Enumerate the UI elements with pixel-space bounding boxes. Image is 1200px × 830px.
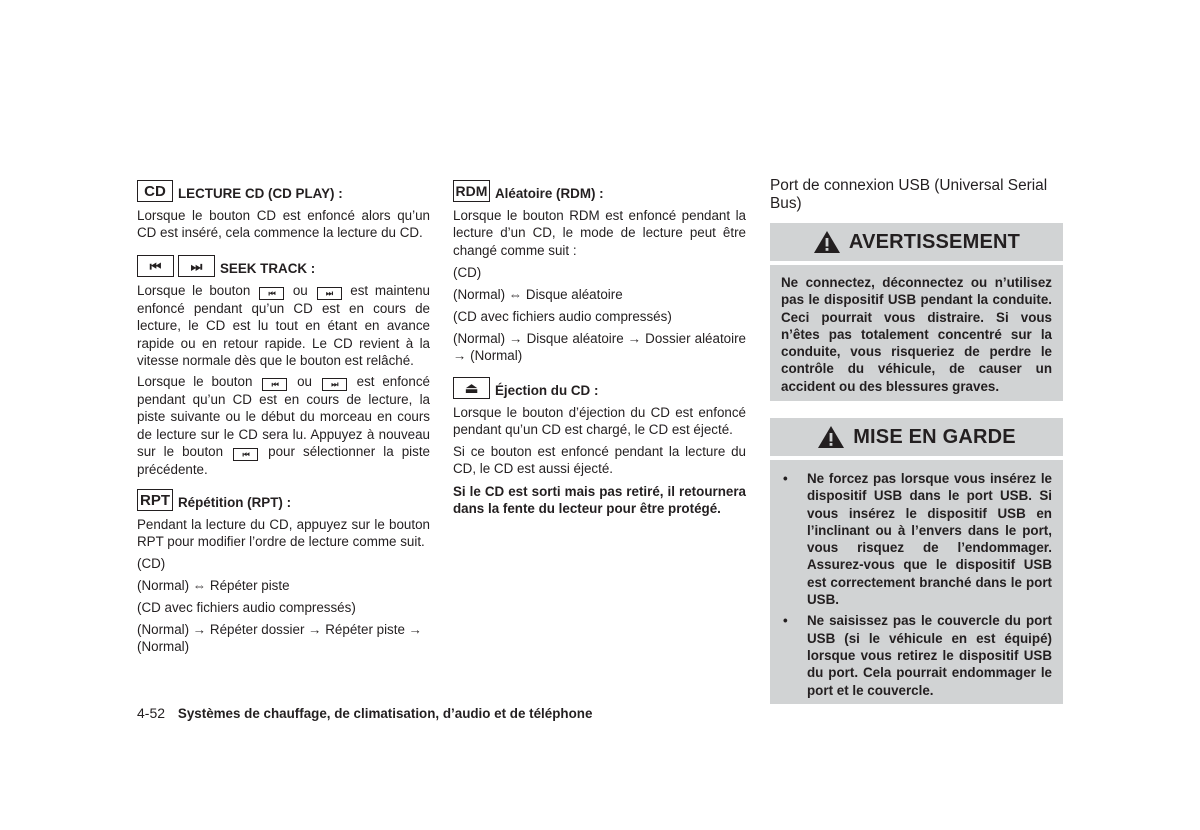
caution-header [770, 418, 1063, 456]
seek-track-title: SEEK TRACK : [220, 261, 316, 276]
repeat-text-2: (CD) [137, 556, 166, 571]
warning-text: Ne connectez, déconnectez ou n’utilisez pas le dispositif USB pendant la conduite. Ceci pourrait vous distraire. Si vous n’êtes pas totalement concentré sur la conduite, vous risqueriez de perdre le contrôle du véhicule, de causer un accident ou des blessures graves. [781, 275, 1052, 394]
random-title: Aléatoire (RDM) : [495, 186, 604, 201]
random-text-2: (CD) [453, 265, 482, 280]
next-track-icon: ⏭ [317, 287, 342, 300]
page-number: 4-52 [137, 705, 166, 721]
eject-icon: ⏏ [453, 377, 490, 399]
caution-bullet-1: Ne forcez pas lorsque vous insérez le dispositif USB dans le port USB. Si vous insérez le dispositif USB en l’inclinant ou à l’envers dans le port, vous risquez de l’endommager. Assurez-vous que le dispositif USB est correctement branché dans le port USB. [807, 471, 1052, 608]
seek-track-text-1: Lorsque le bouton ⏮ ou ⏭ est maintenu enfoncé pendant qu’un CD est en cours de lecture, le CD est lu tout en étant en avance rapide ou en retour rapide. Le CD revient à la vitesse normale dès que le bouton est relâché. [137, 283, 430, 369]
next-track-icon: ⏭ [322, 378, 347, 391]
prev-track-icon: ⏮ [137, 255, 174, 277]
warning-body [770, 265, 1063, 401]
list-item [781, 470, 1052, 608]
eject-title: Éjection du CD : [495, 383, 599, 398]
repeat-text-4: (CD avec fichiers audio compressés) [137, 600, 356, 615]
random-heading [453, 180, 746, 202]
rdm-key-label: RDM [453, 180, 490, 202]
cd-key-label: CD [137, 180, 173, 202]
repeat-text-5: (Normal) → Répéter dossier → Répéter piste → (Normal) [137, 622, 423, 655]
random-text-1: Lorsque le bouton RDM est enfoncé pendant la lecture d’un CD, le mode de lecture peut être changé comme suit : [453, 208, 746, 258]
eject-heading [453, 377, 746, 399]
cd-play-text: Lorsque le bouton CD est enfoncé alors qu’un CD est inséré, cela commence la lecture du CD. [137, 208, 430, 241]
repeat-text-1: Pendant la lecture du CD, appuyez sur le bouton RPT pour modifier l’ordre de lecture comme suit. [137, 517, 430, 550]
page-footer [137, 704, 592, 723]
random-text-4: (CD avec fichiers audio compressés) [453, 309, 672, 324]
cd-play-heading [137, 180, 430, 202]
warning-triangle-icon [813, 230, 841, 254]
warning-box [770, 223, 1063, 401]
list-item [781, 612, 1052, 698]
cd-play-title: LECTURE CD (CD PLAY) : [178, 186, 343, 201]
footer-title: Systèmes de chauffage, de climatisation, d’audio et de téléphone [177, 706, 593, 721]
caution-title: MISE EN GARDE [853, 425, 1016, 448]
bullet-icon: • [783, 471, 788, 486]
eject-text-2: Si ce bouton est enfoncé pendant la lecture du CD, le CD est aussi éjecté. [453, 444, 746, 477]
rpt-key-label: RPT [137, 489, 173, 511]
repeat-heading [137, 489, 430, 511]
eject-text-3: Si le CD est sorti mais pas retiré, il retournera dans la fente du lecteur pour être protégé. [453, 484, 746, 517]
caution-box [770, 418, 1063, 704]
usb-port-title: Port de connexion USB (Universal Serial Bus) [770, 177, 1048, 212]
repeat-title: Répétition (RPT) : [178, 495, 292, 510]
bullet-icon: • [783, 613, 788, 629]
random-text-3: (Normal) ⇔ Disque aléatoire [453, 287, 623, 302]
warning-title: AVERTISSEMENT [848, 230, 1021, 253]
prev-track-icon: ⏮ [262, 378, 287, 391]
prev-track-icon: ⏮ [259, 287, 284, 300]
caution-body [770, 460, 1063, 704]
warning-header [770, 223, 1063, 261]
prev-track-icon: ⏮ [233, 448, 258, 461]
eject-text-1: Lorsque le bouton d’éjection du CD est enfoncé pendant qu’un CD est chargé, le CD est éjecté. [453, 405, 746, 438]
repeat-text-3: (Normal) ⇔ Répéter piste [137, 578, 290, 593]
next-track-icon: ⏭ [178, 255, 215, 277]
seek-track-text-2: Lorsque le bouton ⏮ ou ⏭ est enfoncé pendant qu’un CD est en cours de lecture, la piste suivante ou le début du morceau en cours de lecture sur le CD sera lu. Appuyez à nouveau sur le bouton ⏮ pour sélectionner la piste précédente. [137, 374, 430, 478]
random-text-5: (Normal) → Disque aléatoire → Dossier aléatoire → (Normal) [453, 331, 746, 364]
warning-triangle-icon [817, 425, 845, 449]
seek-track-heading [137, 255, 430, 277]
caution-bullet-2: Ne saisissez pas le couvercle du port USB (si le véhicule en est équipé) lorsque vous retirez le dispositif USB du port. Cela pourrait endommager le port et le couvercle. [807, 613, 1052, 698]
